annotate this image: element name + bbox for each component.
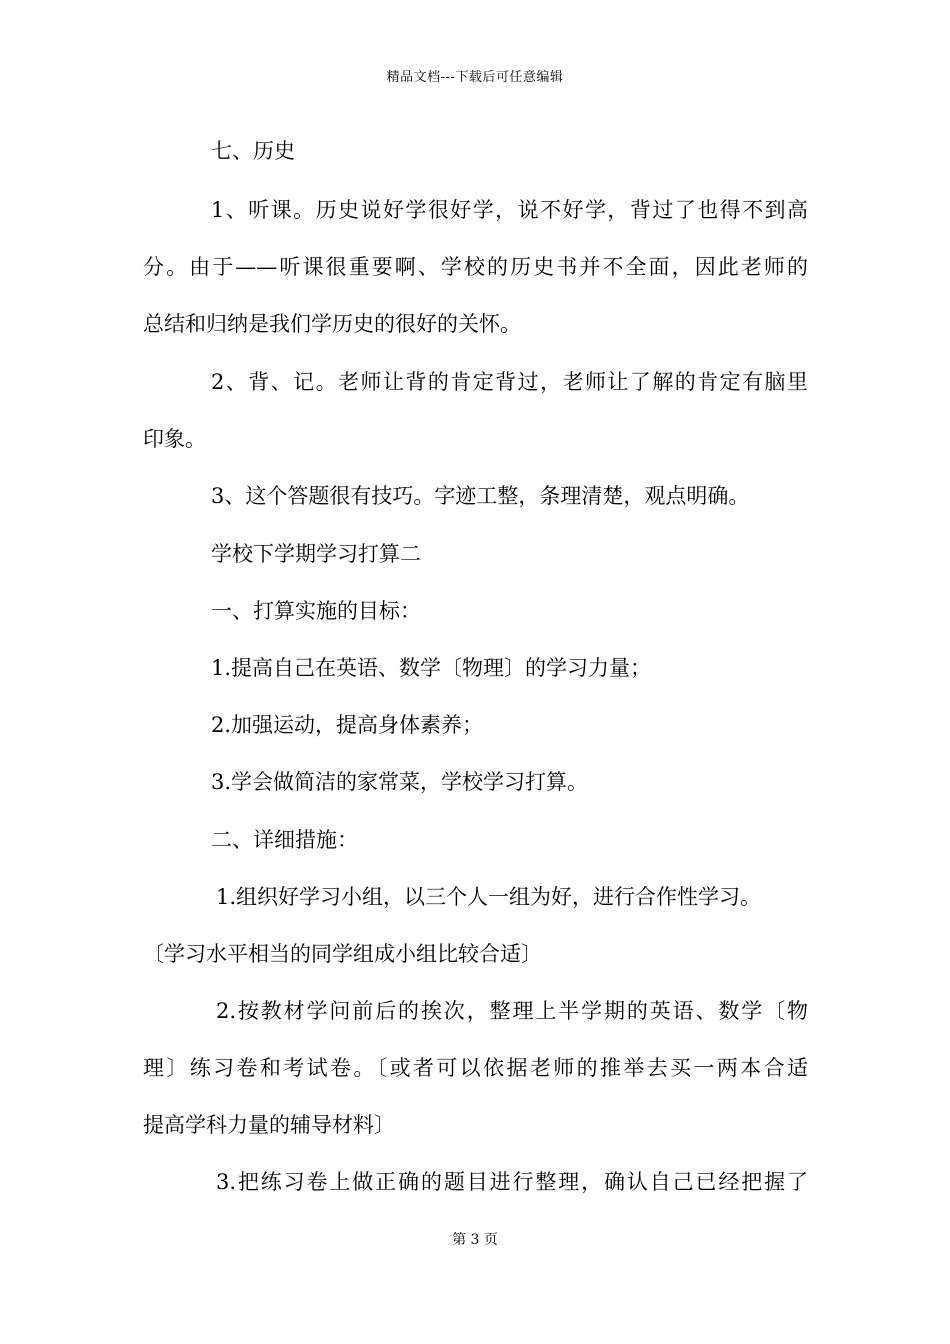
paragraph-line: 总结和归纳是我们学历史的很好的关怀。 (143, 312, 521, 336)
paragraph-line: 理〕练习卷和考试卷。〔或者可以依据老师的推举去买一两本合适 (143, 1056, 808, 1080)
paragraph-line: 印象。 (143, 427, 206, 451)
list-item: 1.提高自己在英语、数学〔物理〕的学习力量； (211, 656, 652, 680)
paragraph-line: 2、背、记。老师让背的肯定背过，老师让了解的肯定有脑里 (211, 370, 808, 394)
paragraph-line: 1、听课。历史说好学很好学，说不好学，背过了也得不到高 (211, 198, 808, 222)
paragraph-line: 分。由于——听课很重要啊、学校的历史书并不全面，因此老师的 (143, 255, 808, 279)
paragraph-line: 〔学习水平相当的同学组成小组比较合适〕 (143, 942, 542, 966)
paragraph-line: 2.按教材学问前后的挨次，整理上半学期的英语、数学〔物 (216, 999, 808, 1023)
list-item: 3.学会做简洁的家常菜，学校学习打算。 (211, 770, 589, 794)
section-title: 学校下学期学习打算二 (211, 542, 421, 566)
paragraph-line: 1.组织好学习小组，以三个人一组为好，进行合作性学习。 (216, 885, 762, 909)
paragraph-line: 3.把练习卷上做正确的题目进行整理，确认自己已经把握了 (216, 1170, 808, 1194)
section-heading: 二、详细措施： (211, 828, 358, 852)
paragraph-line: 3、这个答题很有技巧。字迹工整，条理清楚，观点明确。 (211, 484, 750, 508)
page-header: 精品文档---下载后可任意编辑 (386, 70, 564, 85)
page-number: 第 3 页 (452, 1232, 498, 1248)
section-heading: 一、打算实施的目标： (211, 599, 421, 623)
paragraph-line: 提高学科力量的辅导材料〕 (143, 1113, 395, 1137)
list-item: 2.加强运动，提高身体素养； (211, 713, 484, 737)
section-heading-history: 七、历史 (211, 139, 295, 163)
